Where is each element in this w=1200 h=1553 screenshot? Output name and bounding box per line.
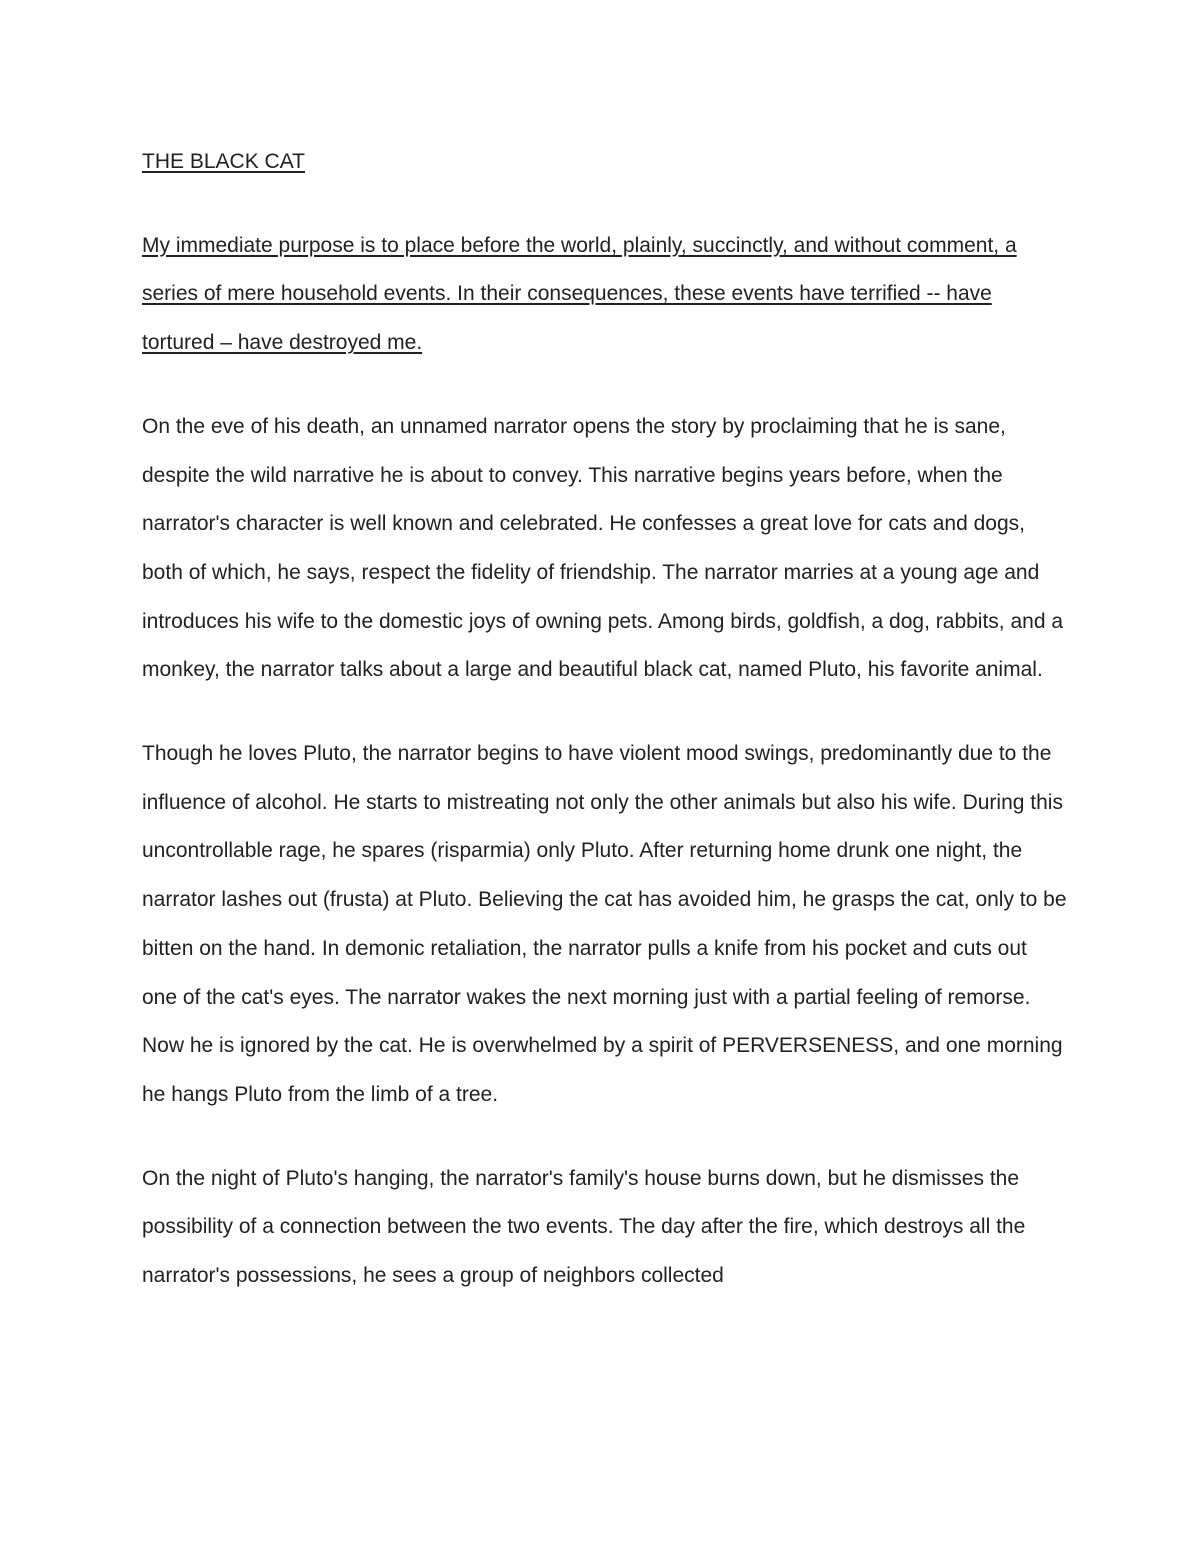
paragraph-2: Though he loves Pluto, the narrator begins to have violent mood swings, predominantly due to the influence of alcohol. He starts to mistreating not only the other animals but also his wife. During this uncontrollable rage, he spares (risparmia) only Pluto. After returning home drunk one night, the narrator lashes out (frusta) at Pluto. Believing the cat has avoided him, he grasps the cat, only to be bitten on the hand. In demonic retaliation, the narrator pulls a knife from his pocket and cuts out one of the cat's eyes. The narrator wakes the next morning just with a partial feeling of remorse. Now he is ignored by the cat. He is overwhelmed by a spirit of PERVERSENESS, and one morning he hangs Pluto from the limb of a tree. [142,742,1067,1106]
spacer [142,368,1067,403]
document-title: THE BLACK CAT [142,150,305,173]
paragraph-3: On the night of Pluto's hanging, the narrator's family's house burns down, but he dismisses the possibility of a connection between the two events. The day after the fire, which destroys all the narrator's possessions, he sees a group of neighbors collected [142,1166,1026,1288]
document-body [142,138,1067,1301]
paragraph-1: On the eve of his death, an unnamed narrator opens the story by proclaiming that he is sane, despite the wild narrative he is about to convey. This narrative begins years before, when the narrator's character is well known and celebrated. He confesses a great love for cats and dogs, both of which, he says, respect the fidelity of friendship. The narrator marries at a young age and introduces his wife to the domestic joys of owning pets. Among birds, goldfish, a dog, rabbits, and a monkey, the narrator talks about a large and beautiful black cat, named Pluto, his favorite animal. [142,414,1064,682]
spacer [142,187,1067,222]
spacer [142,695,1067,730]
epigraph-quote: My immediate purpose is to place before the world, plainly, succinctly, and without comment, a series of mere household events. In their consequences, these events have terrified -- have tortured – have destroyed me. [142,233,1017,355]
spacer [142,1120,1067,1155]
